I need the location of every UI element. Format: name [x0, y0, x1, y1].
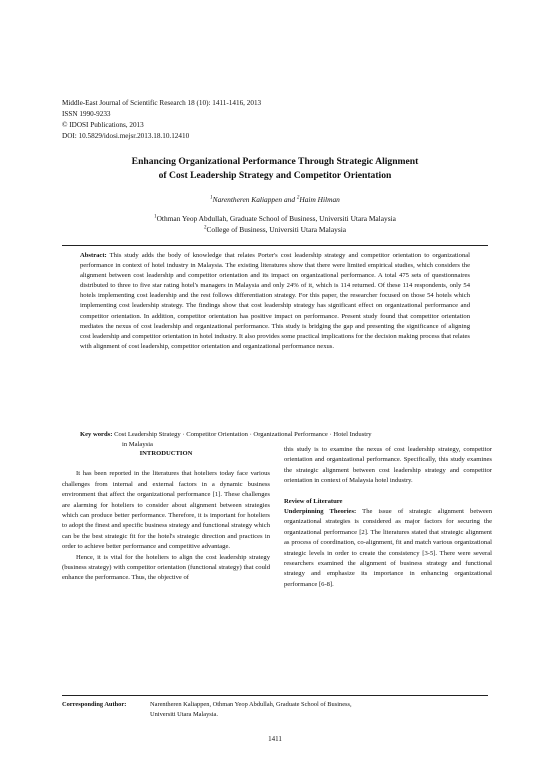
paper-title	[62, 155, 488, 183]
introduction-paragraph-1: It has been reported in the literatures that hoteliers today face various challenges from internal and external factors in a dynamic business environment that affect the organizational performance [1]. These challenges are alarming for hoteliers to consider about alignment between strategies which can produce better performance. Therefore, it is important for hoteliers to adopt the finest and specific business strategy and functional strategy which can be the best strategic fit for the hotel's strategic direction and practices in order to achieve better performance and competitive advantage.	[62, 470, 270, 551]
affiliation-1-text: Othman Yeop Abdullah, Graduate School of Business, Universiti Utara Malaysia	[156, 214, 396, 223]
journal-header	[62, 98, 482, 142]
copyright: © IDOSI Publications, 2013	[62, 121, 144, 129]
abstract-label: Abstract:	[80, 252, 107, 259]
journal-citation: Middle-East Journal of Scientific Research 18 (10): 1411-1416, 2013	[62, 99, 262, 107]
author-2-superscript: 2	[296, 195, 300, 201]
title-line-1: Enhancing Organizational Performance Through Strategic Alignment	[131, 156, 419, 167]
author-1-superscript: 1	[210, 195, 213, 201]
doi: DOI: 10.5829/idosi.mejsr.2013.18.10.12410	[62, 132, 190, 140]
abstract-top-rule	[62, 245, 488, 246]
affiliations	[62, 213, 488, 235]
review-of-literature-heading: Review of Literature	[284, 497, 343, 505]
corresponding-author-line-2: Universiti Utara Malaysia.	[150, 711, 218, 718]
issn: ISSN 1990-9233	[62, 110, 111, 118]
corresponding-author-line-1: Narentheren Kaliappen, Othman Yeop Abdullah, Graduate School of Business,	[150, 701, 352, 708]
author-2: Haim Hilman	[299, 195, 340, 204]
underpinning-theories-text: The issue of strategic alignment between organizational strategies is considered as major factors for securing the organizational performance [2]. The literatures stated that strategic alignment as process of coordination, co-alignment, fit and match various organizational strategic levels in order to create the consistency [3-5]. There were several researchers examined the alignment of business strategy and functional strategy and emphasize its importance in enhancing organizational performance [6-8].	[284, 508, 493, 588]
page-number: 1411	[268, 735, 282, 743]
affiliation-1	[62, 213, 488, 224]
keywords-line-1: Cost Leadership Strategy · Competitor Orientation · Organizational Performance · Hotel Industry	[114, 431, 372, 438]
affiliation-2-text: College of Business, Universiti Utara Malaysia	[206, 225, 347, 234]
keywords-line-2: in Malaysia	[122, 441, 153, 449]
affiliation-2	[62, 224, 488, 235]
author-list	[62, 195, 488, 204]
affiliation-1-superscript: 1	[154, 214, 157, 220]
footer-rule	[62, 695, 488, 696]
title-line-2: of Cost Leadership Strategy and Competitor Orientation	[158, 170, 392, 181]
introduction-heading: INTRODUCTION	[139, 450, 193, 457]
corresponding-author-label: Corresponding Author:	[62, 701, 127, 708]
author-1: Narentheren Kaliappen and	[212, 195, 297, 204]
underpinning-theories-paragraph	[284, 507, 492, 590]
corresponding-author	[62, 700, 488, 720]
objective-paragraph: this study is to examine the nexus of cost leadership strategy, competitor orientation and organizational performance. Specifically, this study examines the strategic alignment between cost leadership strategy and competitor orientation in context of Malaysia hotel industry.	[284, 446, 492, 485]
keywords-label: Key words:	[80, 431, 113, 438]
right-column	[284, 445, 492, 590]
underpinning-theories-heading: Underpinning Theories:	[284, 508, 357, 516]
left-column	[62, 445, 270, 584]
affiliation-2-superscript: 2	[203, 225, 207, 231]
abstract	[80, 251, 470, 352]
abstract-text: This study adds the body of knowledge that relates Porter's cost leadership strategy and competitor orientation to organizational performance in context of hotel industry in Malaysia. The existing literatures show that there were limited empirical studies, which considers the alignment between cost leadership and competitor orientation and its impact on organizational performance. A total 475 sets of questionnaires distributed to three to five star rating hotel's managers in Malaysia and only 24% of it, which is 114 returned. Of these 114 respondents, only 54 hotels implementing cost leadership and the rest follows differentiation strategy. For this paper, the researcher focused on those 54 hotels which implementing cost leadership strategy. The findings show that cost leadership strategy has significant effect on organizational performance and competitor orientation. In addition, competitor orientation has positive impact on performance. Present study found that competitor orientation mediates the nexus of cost leadership and organizational performance. This study is bridging the gap and presenting the significance of aligning cost leadership and competitor orientation in hotel industry. It also provides some practical implications for the decision making process that relates with alignment of cost leadership, competitor orientation and organizational performance nexus.	[80, 252, 470, 350]
introduction-paragraph-2: Hence, it is vital for the hoteliers to align the cost leadership strategy (business strategy) with competitor orientation (functional strategy) that could enhance the performance. Thus, the objective of	[62, 553, 270, 582]
